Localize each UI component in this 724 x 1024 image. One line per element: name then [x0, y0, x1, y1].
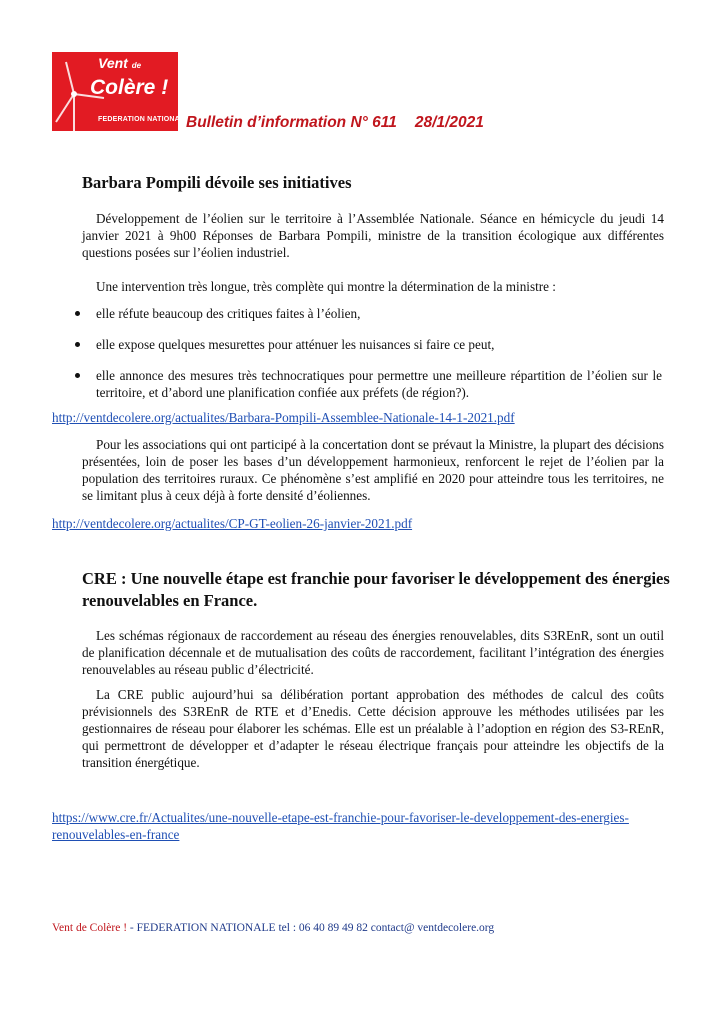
section2-para2: La CRE public aujourd’hui sa délibération portant approbation des méthodes de calcul des coûts prévisionnels des S3REnR de RTE et d’Enedis. Cette décision approuve les méthodes utilisées par les gestionnaires de réseau pour élaborer les schémas. Elle est un préalable à l’adoption en région des S3-REnR, qui permettront de développer et d’adapter le réseau électrique français pour atteindre les objectifs de la transition énergétique. [82, 687, 664, 770]
footer-org: Vent de Colère ! [52, 922, 128, 934]
section2-title: CRE : Une nouvelle étape est franchie pour favoriser le développement des énergies renouvelables en France. [82, 569, 670, 610]
bullet-dot [75, 373, 80, 378]
logo-line2: Colère ! [90, 76, 169, 99]
link-cp-gt-eolien-pdf[interactable]: http://ventdecolere.org/actualites/CP-GT-eolien-26-janvier-2021.pdf [52, 516, 413, 531]
footer-contact: - FEDERATION NATIONALE tel : 06 40 89 49 82 contact@ ventdecolere.org [127, 922, 495, 934]
section1-title: Barbara Pompili dévoile ses initiatives [82, 173, 352, 192]
footer [52, 922, 494, 934]
bulletin-title: Bulletin d’information N° 611 [186, 114, 397, 131]
link-cre[interactable]: https://www.cre.fr/Actualites/une-nouvelle-etape-est-franchie-pour-favoriser-le-developpement-des-energies-renouvelables-en-france [52, 810, 629, 842]
bullet-dot [75, 311, 80, 316]
section1-para2: Une intervention très longue, très complète qui montre la détermination de la ministre : [96, 279, 556, 294]
section2-para1: Les schémas régionaux de raccordement au réseau des énergies renouvelables, dits S3REnR, sont un outil de planification décennale et de mutualisation des coûts de raccordement, facilitant l’intégration des énergies renouvelables au réseau public d’électricité. [82, 628, 664, 677]
section1-para3: Pour les associations qui ont participé à la concertation dont se prévaut la Ministre, la plupart des décisions présentées, loin de poser les bases d’un développement harmonieux, renforcent le rejet de l’éolien par la population des territoires ruraux. Ce phénomène s’est amplifié en 2020 pour atteindre tous les territoires, ne se limitant plus à ceux déjà à forte densité d’éoliennes. [82, 437, 664, 503]
bulletin-date: 28/1/2021 [414, 114, 484, 131]
logo-line3: FEDERATION NATIONALE [98, 116, 190, 123]
link-pompili-pdf[interactable]: http://ventdecolere.org/actualites/Barbara-Pompili-Assemblee-Nationale-14-1-2021.pdf [52, 410, 515, 425]
logo-line1: Vent de [98, 55, 142, 71]
bulletin-header [186, 114, 484, 132]
section1-para1: Développement de l’éolien sur le territoire à l’Assemblée Nationale. Séance en hémicycle du jeudi 14 janvier 2021 à 9h00 Réponses de Barbara Pompili, ministre de la transition écologique aux différentes questions posées sur l’éolien industriel. [82, 211, 664, 260]
logo [52, 52, 190, 131]
bullet-dot [75, 342, 80, 347]
